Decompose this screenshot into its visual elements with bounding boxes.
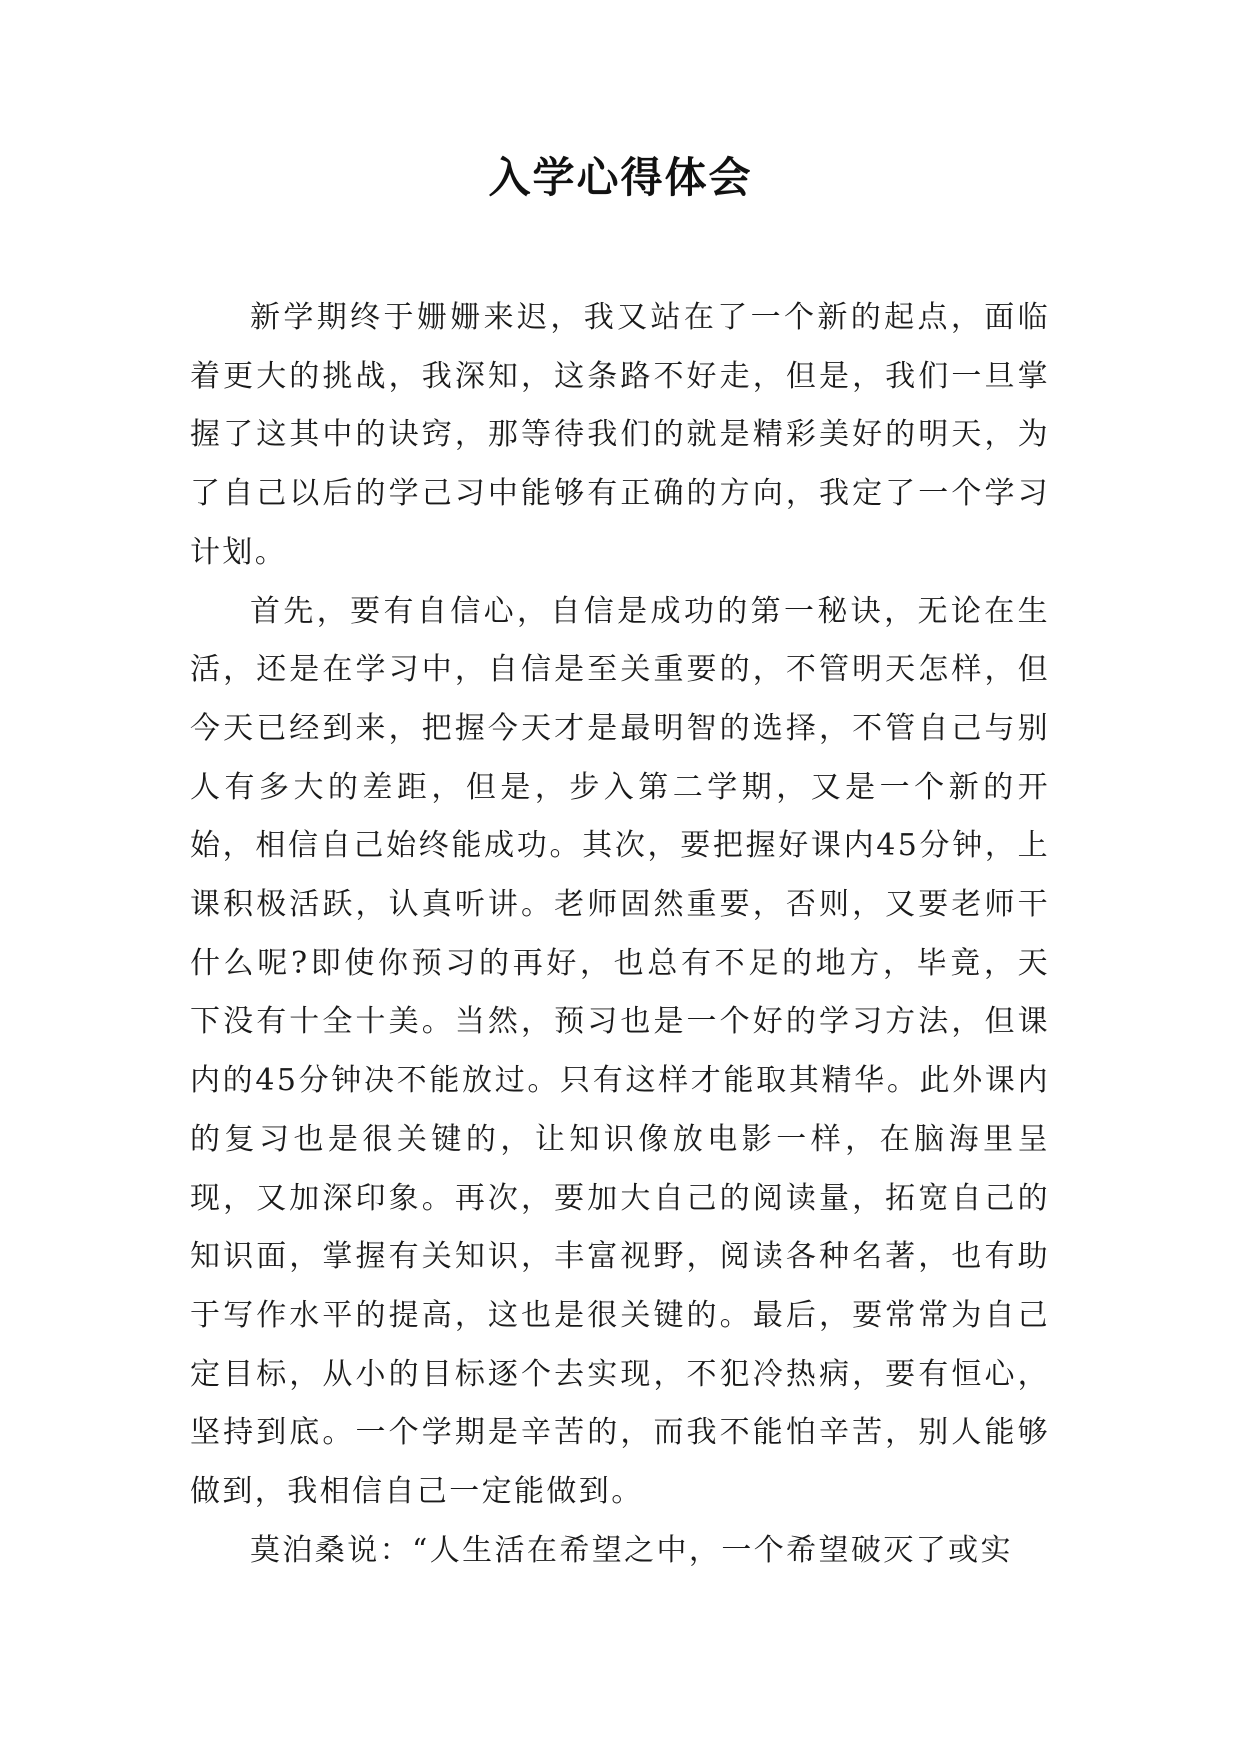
document-title: 入学心得体会 (488, 153, 753, 202)
paragraph-3: 莫泊桑说：“人生活在希望之中，一个希望破灭了或实 (250, 1532, 1013, 1568)
document-body (190, 289, 1050, 1580)
paragraph-1: 新学期终于姗姗来迟，我又站在了一个新的起点，面临着更大的挑战，我深知，这条路不好走，但是，我们一旦掌握了这其中的诀窍，那等待我们的就是精彩美好的明天，为了自己以后的学己习中能够有正确的方向，我定了一个学习计划。 (190, 300, 1050, 570)
paragraph-2: 首先，要有自信心，自信是成功的第一秘诀，无论在生活，还是在学习中，自信是至关重要的，不管明天怎样，但今天已经到来，把握今天才是最明智的选择，不管自己与别人有多大的差距，但是，步入第二学期，又是一个新的开始，相信自己始终能成功。其次，要把握好课内45分钟，上课积极活跃，认真听讲。老师固然重要，否则，又要老师干什么呢?即使你预习的再好，也总有不足的地方，毕竟，天下没有十全十美。当然，预习也是一个好的学习方法，但课内的45分钟决不能放过。只有这样才能取其精华。此外课内的复习也是很关键的，让知识像放电影一样，在脑海里呈现，又加深印象。再次，要加大自己的阅读量，拓宽自己的知识面，掌握有关知识，丰富视野，阅读各种名著，也有助于写作水平的提高，这也是很关键的。最后，要常常为自己定目标，从小的目标逐个去实现，不犯冷热病，要有恒心，坚持到底。一个学期是辛苦的，而我不能怕辛苦，别人能够做到，我相信自己一定能做到。 (190, 593, 1050, 1510)
